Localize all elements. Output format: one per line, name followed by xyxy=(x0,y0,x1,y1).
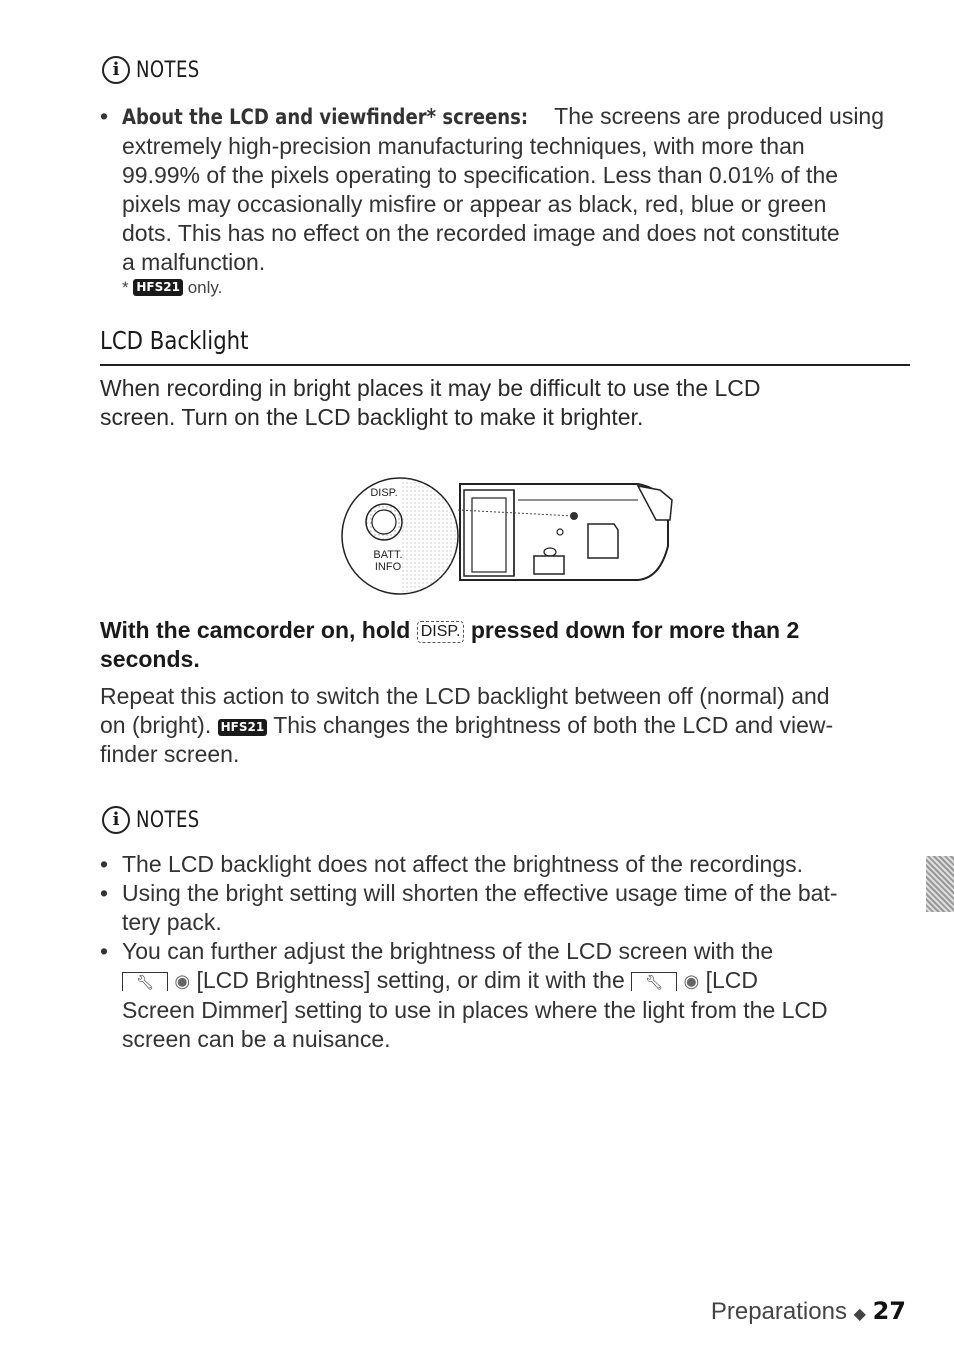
notes-label: NOTES xyxy=(136,57,200,83)
footer-separator: ◆ xyxy=(853,1306,866,1323)
section-intro: When recording in bright places it may be difficult to use the LCD screen. Turn on the LCD backlight to make it brighter. xyxy=(100,375,761,430)
wrench-icon: 🔧︎ xyxy=(631,972,677,991)
disp-button-label: DISP. xyxy=(417,621,465,643)
list-item: • You can further adjust the brightness of the LCD screen with the 🔧︎ ◉ [LCD Brightness] setting, or dim it with the 🔧︎ ◉ [LCD Screen Dimmer] setting to use in places where the light from the LCD screen can be a nuisance. xyxy=(100,938,828,1053)
label-batt: BATT. xyxy=(373,549,403,561)
notes-header xyxy=(102,806,214,834)
section-rule xyxy=(100,364,910,366)
dial-icon: ◉ xyxy=(683,971,700,992)
info-icon: i xyxy=(102,56,130,84)
footer-section: Preparations xyxy=(710,1298,847,1325)
list-item: • Using the bright setting will shorten the effective usage time of the bat- tery pack. xyxy=(100,880,838,935)
page-number: 27 xyxy=(872,1297,906,1325)
notes-label: NOTES xyxy=(136,807,200,833)
instruction: With the camcorder on, hold DISP. pressed down for more than 2 seconds. xyxy=(100,617,800,672)
page-footer xyxy=(711,1297,906,1326)
bullet-heading: About the LCD and viewfinder* screens: xyxy=(122,105,529,129)
notes-bullet-lcd-screens: • About the LCD and viewfinder* screens: The screens are produced using extremely high-precision manufacturing techniques, with more than 99.99% of the pixels operating to specification. Less than 0.01% of the pixels may occasionally misfire or appear as black, red, blue or green dots. This has no effect on the recorded image and does not constitute a malfunction. xyxy=(100,103,885,275)
wrench-icon: 🔧︎ xyxy=(122,972,168,991)
list-item: • The LCD backlight does not affect the brightness of the recordings. xyxy=(100,851,804,877)
notes-header xyxy=(102,56,214,84)
label-disp: DISP. xyxy=(370,487,398,499)
result-text: Repeat this action to switch the LCD backlight between off (normal) and on (bright). HFS21 This changes the brightness of both the LCD and view- finder screen. xyxy=(100,683,834,767)
model-badge: HFS21 xyxy=(218,719,268,736)
footnote: * HFS21 only. xyxy=(122,278,223,297)
camcorder-illustration xyxy=(338,466,678,606)
dial-icon: ◉ xyxy=(174,971,191,992)
section-title: LCD Backlight xyxy=(100,326,249,355)
model-badge: HFS21 xyxy=(133,279,183,296)
label-info: INFO xyxy=(374,561,402,573)
info-icon: i xyxy=(102,806,130,834)
notes2-list xyxy=(100,850,920,1054)
chapter-thumb-tab xyxy=(926,856,954,912)
